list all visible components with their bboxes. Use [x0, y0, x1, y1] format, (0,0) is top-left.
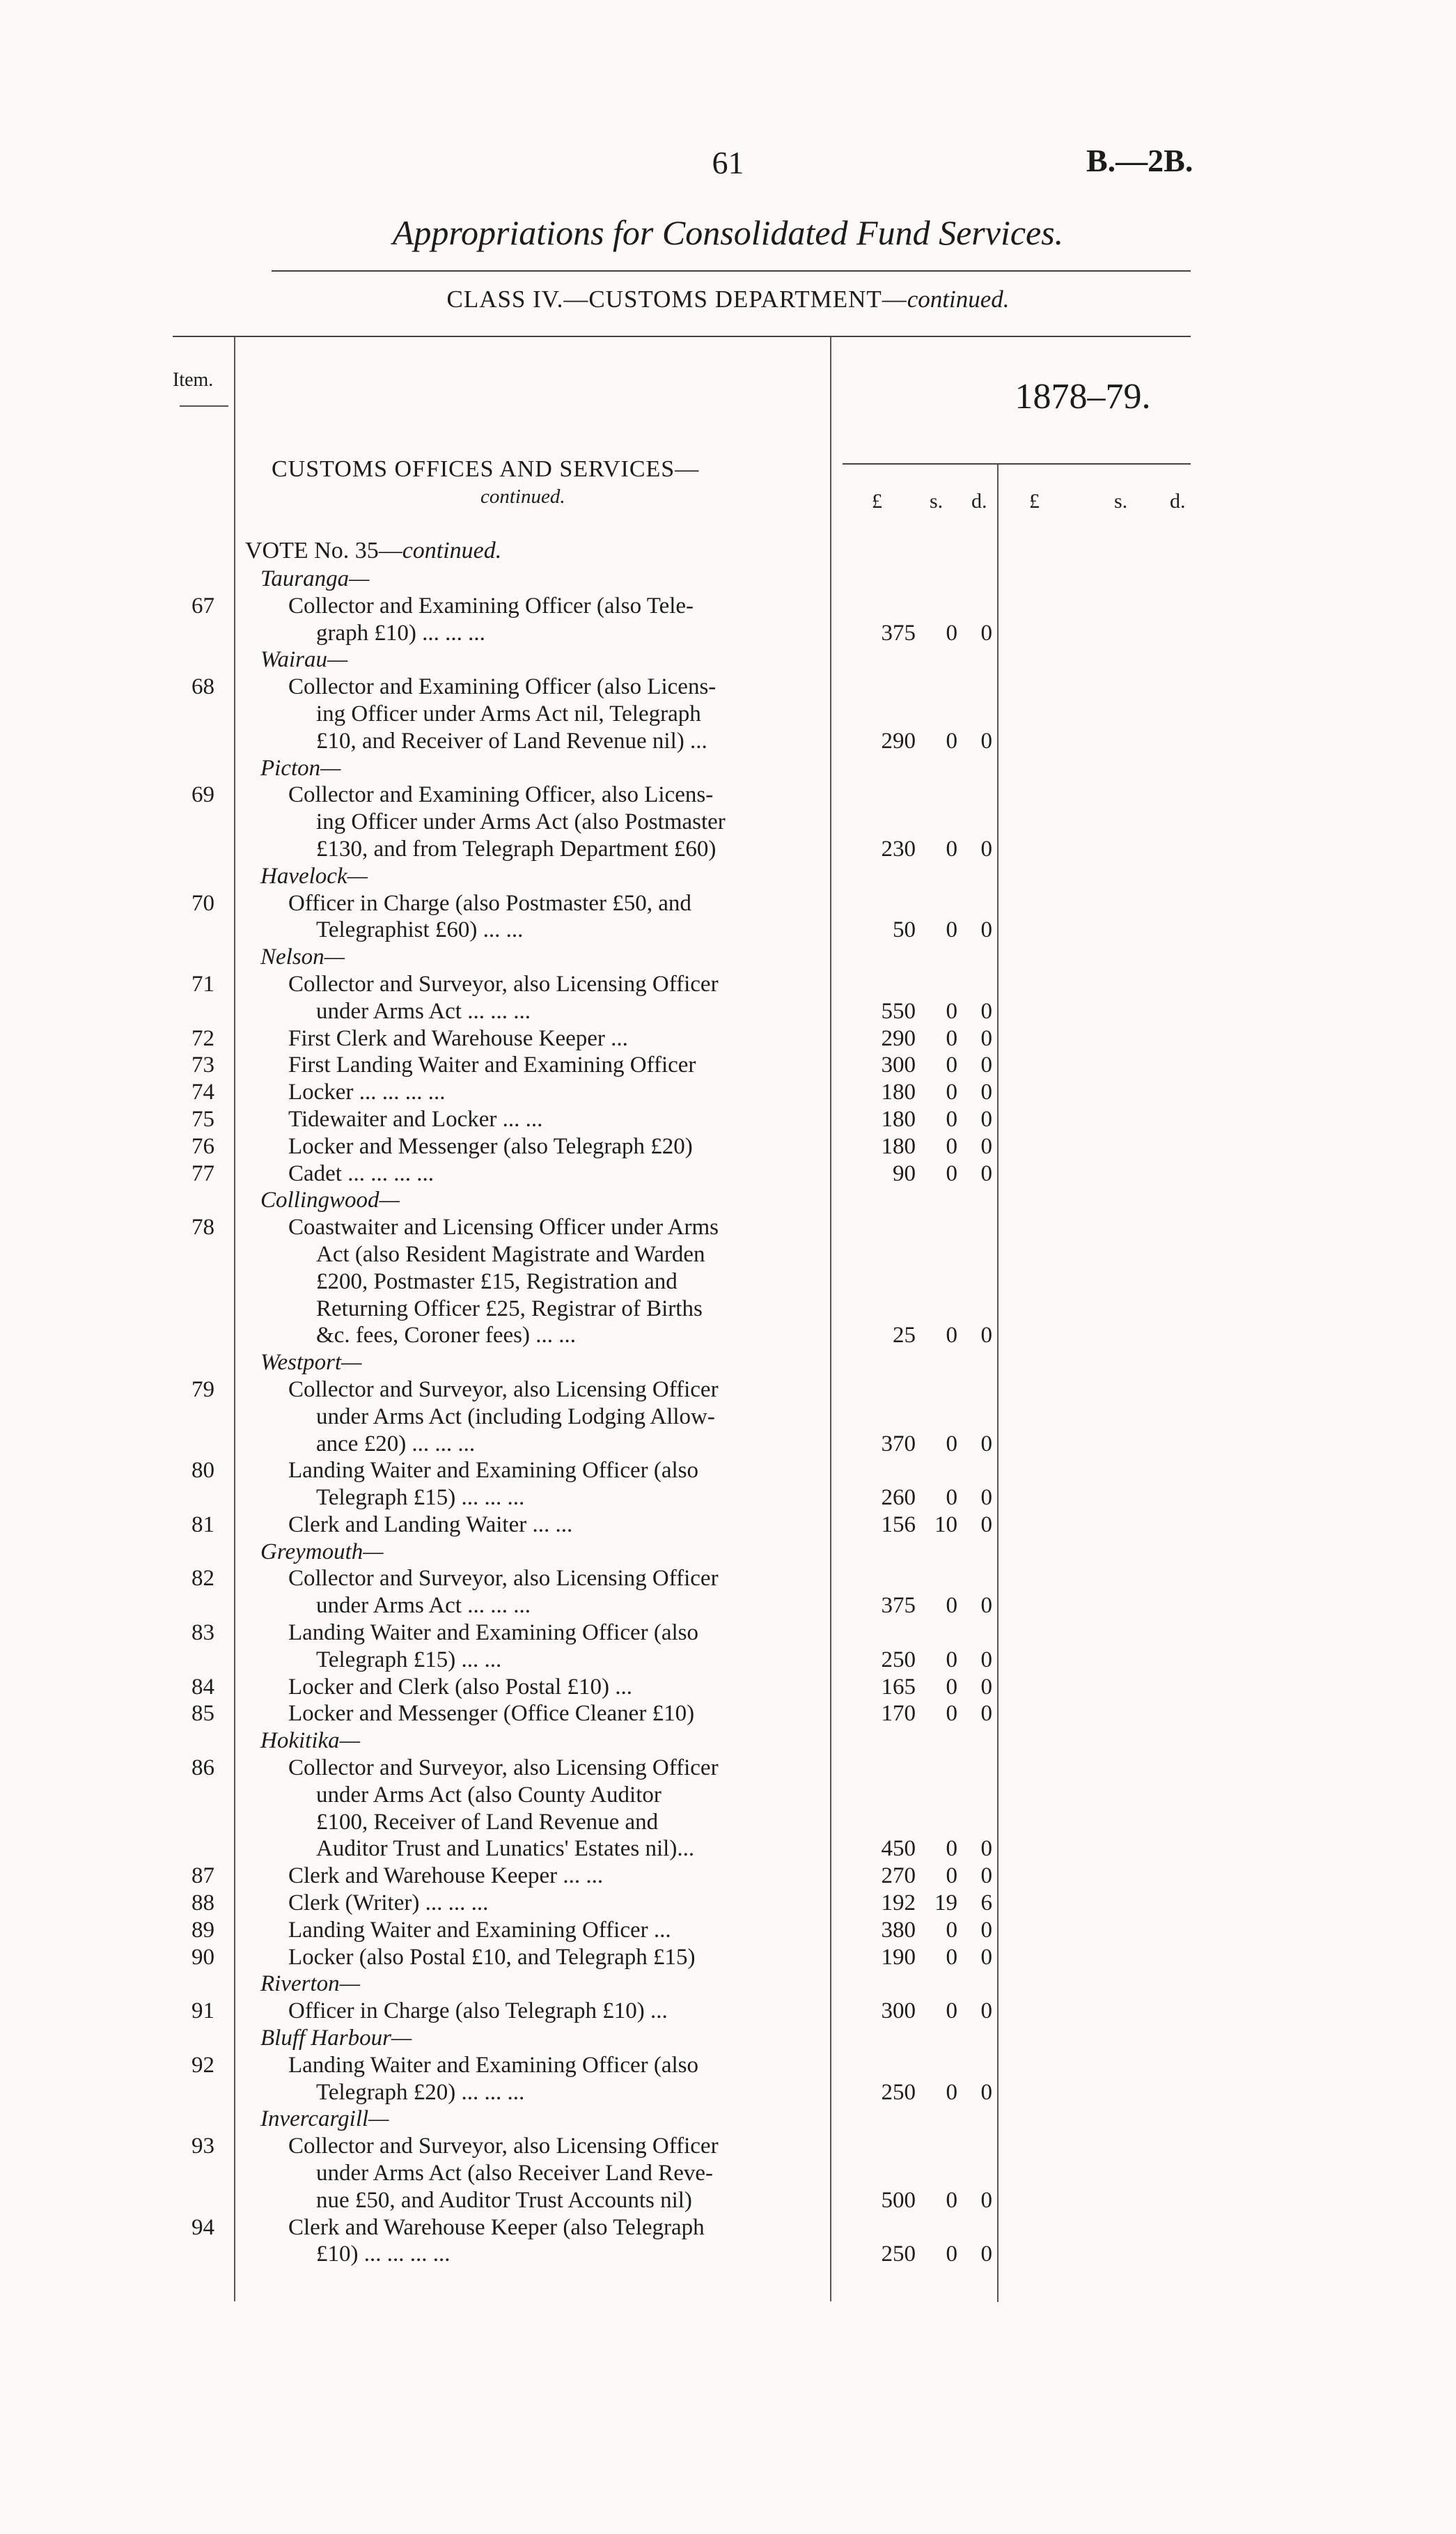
- item-number: 78: [191, 1215, 214, 1241]
- amount-pounds: 230: [881, 836, 916, 862]
- table-row: [0, 1863, 1456, 1890]
- amount-shillings: 0: [946, 1863, 957, 1889]
- amount-shillings: 0: [946, 1917, 957, 1943]
- amount-pounds: 180: [881, 1080, 916, 1105]
- description-line: Coastwaiter and Licensing Officer under Arms: [288, 1215, 719, 1241]
- amount-shillings: 0: [946, 1998, 957, 2024]
- description-line: Landing Waiter and Examining Officer (also: [288, 1458, 699, 1484]
- place-heading: Nelson—: [260, 945, 345, 970]
- amount-pence: 0: [980, 1836, 992, 1862]
- item-description: [288, 1214, 817, 1349]
- table-row: [0, 1700, 1456, 1727]
- item-description: [288, 1079, 817, 1106]
- amount-pence: 0: [980, 1647, 992, 1672]
- description-line: Collector and Examining Officer (also Licens-: [288, 674, 717, 700]
- table-row: [0, 1619, 1456, 1674]
- item-description: [288, 1160, 817, 1188]
- page-title: Appropriations for Consolidated Fund Services.: [392, 213, 1064, 252]
- item-number: 91: [191, 1998, 214, 2024]
- description-line: Collector and Surveyor, also Licensing Officer: [288, 1376, 719, 1402]
- table-row: [0, 782, 1456, 862]
- item-description: [288, 1755, 817, 1863]
- description-line: First Clerk and Warehouse Keeper ...: [288, 1025, 628, 1051]
- shillings-header: s.: [930, 490, 944, 513]
- amount-pounds: 165: [881, 1674, 916, 1700]
- amount-pence: 0: [980, 1106, 992, 1132]
- amount-pence: 0: [980, 1160, 992, 1186]
- amount-pence: 0: [980, 1593, 992, 1619]
- amount-pounds: 260: [881, 1485, 916, 1511]
- item-number: 90: [191, 1944, 214, 1970]
- item-description: [288, 890, 817, 945]
- item-number: 92: [191, 2052, 214, 2078]
- description-line: graph £10) ... ... ...: [316, 620, 485, 646]
- description-line: ing Officer under Arms Act (also Postmaster: [316, 809, 726, 835]
- description-line: £10, and Receiver of Land Revenue nil) ...: [316, 728, 707, 754]
- amount-pounds: 250: [881, 1647, 916, 1672]
- amount-shillings: 0: [946, 2241, 957, 2267]
- amount-shillings: 0: [946, 1431, 957, 1456]
- item-number: 81: [191, 1511, 214, 1537]
- item-description: [288, 2214, 817, 2269]
- description-line: Collector and Examining Officer, also Licens-: [288, 782, 714, 808]
- item-description: [288, 1700, 817, 1727]
- amount-pence: 0: [980, 1863, 992, 1889]
- item-description: [288, 782, 817, 862]
- item-number: 67: [191, 593, 214, 619]
- amount-pounds: 290: [881, 1025, 916, 1051]
- amount-shillings: 0: [946, 1025, 957, 1051]
- table-row: [0, 1025, 1456, 1052]
- amount-pence: 0: [980, 1674, 992, 1700]
- class-heading: [0, 286, 1456, 313]
- item-number: 88: [191, 1890, 214, 1916]
- amount-pence: 0: [980, 2079, 992, 2105]
- amount-shillings: 0: [946, 1674, 957, 1700]
- description-line: ing Officer under Arms Act nil, Telegraph: [316, 701, 701, 726]
- item-description: [288, 1511, 817, 1539]
- description-line: under Arms Act ... ... ...: [316, 998, 531, 1024]
- amount-shillings: 0: [946, 1080, 957, 1105]
- amount-pounds: 180: [881, 1133, 916, 1159]
- table-row: [0, 890, 1456, 945]
- amount-pounds: 190: [881, 1944, 916, 1970]
- table-row: [0, 1565, 1456, 1619]
- table-row: [0, 1944, 1456, 1971]
- amount-shillings: 0: [946, 1944, 957, 1970]
- amount-shillings: 0: [946, 1133, 957, 1159]
- pounds-total-header: £: [1029, 490, 1040, 513]
- description-line: Telegraph £15) ... ...: [316, 1647, 502, 1672]
- item-description: [288, 1890, 817, 1917]
- place-heading: Picton—: [260, 755, 341, 781]
- place-heading: Bluff Harbour—: [260, 2026, 412, 2051]
- amount-pounds: 300: [881, 1998, 916, 2024]
- amount-pounds: 450: [881, 1836, 916, 1862]
- amount-pence: 0: [980, 1998, 992, 2024]
- item-description: [288, 1863, 817, 1890]
- item-number: 75: [191, 1106, 214, 1132]
- table-row: [0, 1674, 1456, 1701]
- amount-pounds: 370: [881, 1431, 916, 1456]
- description-line: First Landing Waiter and Examining Officer: [288, 1052, 696, 1078]
- item-description: [288, 1106, 817, 1133]
- description-line: Collector and Surveyor, also Licensing Officer: [288, 1755, 719, 1781]
- title-rule: [272, 270, 1191, 272]
- item-description: [288, 1619, 817, 1674]
- amount-pounds: 550: [881, 998, 916, 1024]
- description-line: Collector and Surveyor, also Licensing Officer: [288, 2133, 719, 2159]
- amount-shillings: 0: [946, 728, 957, 754]
- description-line: Auditor Trust and Lunatics' Estates nil)...: [316, 1836, 695, 1862]
- item-description: [288, 1565, 817, 1619]
- item-description: [288, 674, 817, 754]
- item-number: 85: [191, 1701, 214, 1727]
- amount-pence: 0: [980, 998, 992, 1024]
- amount-pounds: 180: [881, 1106, 916, 1132]
- description-line: under Arms Act (also County Auditor: [316, 1782, 662, 1808]
- amount-pounds: 192: [881, 1890, 916, 1916]
- description-line: Returning Officer £25, Registrar of Births: [316, 1296, 703, 1321]
- table-row: [0, 1457, 1456, 1511]
- amount-pence: 0: [980, 1133, 992, 1159]
- amount-pounds: 25: [893, 1323, 916, 1348]
- description-line: ance £20) ... ... ...: [316, 1431, 476, 1456]
- year-header: 1878–79.: [1015, 377, 1151, 417]
- amount-shillings: 0: [946, 917, 957, 943]
- table-row: [0, 1917, 1456, 1944]
- item-description: [288, 2052, 817, 2106]
- description-line: under Arms Act (also Receiver Land Reve-: [316, 2161, 713, 2186]
- description-line: Tidewaiter and Locker ... ...: [288, 1106, 543, 1132]
- section-continued: continued.: [480, 485, 565, 508]
- place-heading: Tauranga—: [260, 566, 370, 591]
- table-row: [0, 1755, 1456, 1863]
- item-number: 87: [191, 1863, 214, 1889]
- description-line: Locker (also Postal £10, and Telegraph £15): [288, 1944, 696, 1970]
- item-description: [288, 1457, 817, 1511]
- place-heading: Wairau—: [260, 647, 348, 673]
- amount-pence: 0: [980, 2241, 992, 2267]
- item-number: 72: [191, 1025, 214, 1051]
- table-row: [0, 1998, 1456, 2025]
- description-line: Cadet ... ... ... ...: [288, 1160, 434, 1186]
- vote-label: VOTE No. 35—: [245, 538, 402, 563]
- place-heading: Invercargill—: [260, 2106, 389, 2132]
- description-line: Collector and Surveyor, also Licensing Officer: [288, 971, 719, 997]
- amount-shillings: 0: [946, 2079, 957, 2105]
- amount-pounds: 90: [893, 1160, 916, 1186]
- table-row: [0, 1160, 1456, 1188]
- amount-pounds: 500: [881, 2187, 916, 2213]
- money-head-rule: [843, 463, 1191, 465]
- item-description: [288, 1052, 817, 1079]
- page-number: 61: [712, 145, 744, 180]
- item-number: 82: [191, 1566, 214, 1592]
- description-line: Clerk and Warehouse Keeper (also Telegraph: [288, 2214, 705, 2240]
- item-number: 69: [191, 782, 214, 808]
- section-title: CUSTOMS OFFICES AND SERVICES—: [272, 456, 700, 482]
- pence-total-header: d.: [1170, 490, 1186, 513]
- place-heading: Collingwood—: [260, 1188, 400, 1213]
- item-description: [288, 1944, 817, 1971]
- description-line: £200, Postmaster £15, Registration and: [316, 1268, 678, 1294]
- description-line: £100, Receiver of Land Revenue and: [316, 1809, 659, 1835]
- item-description: [288, 971, 817, 1025]
- description-line: under Arms Act (including Lodging Allow-: [316, 1404, 715, 1429]
- item-number: 74: [191, 1080, 214, 1105]
- description-line: £10) ... ... ... ...: [316, 2241, 451, 2267]
- amount-shillings: 0: [946, 1106, 957, 1132]
- class-heading-text: CLASS IV.—CUSTOMS DEPARTMENT—: [446, 286, 907, 313]
- item-description: [288, 593, 817, 647]
- item-number: 94: [191, 2214, 214, 2240]
- item-number: 76: [191, 1133, 214, 1159]
- amount-pounds: 300: [881, 1052, 916, 1078]
- vote-heading: [245, 538, 501, 564]
- amount-pence: 0: [980, 620, 992, 646]
- description-line: Landing Waiter and Examining Officer ...: [288, 1917, 671, 1943]
- vote-continued: continued.: [402, 538, 502, 563]
- amount-shillings: 0: [946, 1323, 957, 1348]
- place-heading: Greymouth—: [260, 1539, 384, 1564]
- table-row: [0, 2052, 1456, 2106]
- amount-pence: 0: [980, 1080, 992, 1105]
- amount-shillings: 0: [946, 1593, 957, 1619]
- description-line: Clerk and Landing Waiter ... ...: [288, 1511, 573, 1537]
- description-line: Telegraph £15) ... ... ...: [316, 1485, 525, 1511]
- pounds-header: £: [872, 490, 882, 513]
- item-number: 86: [191, 1755, 214, 1781]
- amount-pence: 0: [980, 1485, 992, 1511]
- description-line: Officer in Charge (also Telegraph £10) ...: [288, 1998, 668, 2024]
- table-row: [0, 1106, 1456, 1133]
- amount-pence: 0: [980, 836, 992, 862]
- item-number: 77: [191, 1160, 214, 1186]
- description-line: &c. fees, Coroner fees) ... ...: [316, 1323, 576, 1348]
- description-line: Act (also Resident Magistrate and Warden: [316, 1241, 705, 1267]
- item-number: 93: [191, 2133, 214, 2159]
- amount-pounds: 290: [881, 728, 916, 754]
- amount-pence: 6: [980, 1890, 992, 1916]
- amount-shillings: 0: [946, 1160, 957, 1186]
- table-row: [0, 593, 1456, 647]
- class-heading-suffix: continued.: [907, 286, 1010, 313]
- description-line: Telegraph £20) ... ... ...: [316, 2079, 525, 2105]
- table-row: [0, 1511, 1456, 1539]
- amount-pence: 0: [980, 1944, 992, 1970]
- item-description: [288, 1133, 817, 1160]
- item-header-rule: [180, 405, 228, 407]
- amount-pounds: 380: [881, 1917, 916, 1943]
- description-line: Telegraphist £60) ... ...: [316, 917, 524, 943]
- description-line: Clerk and Warehouse Keeper ... ...: [288, 1863, 604, 1889]
- amount-pence: 0: [980, 1511, 992, 1537]
- amount-pence: 0: [980, 917, 992, 943]
- description-line: £130, and from Telegraph Department £60): [316, 836, 717, 862]
- amount-pounds: 250: [881, 2079, 916, 2105]
- item-number: 73: [191, 1052, 214, 1078]
- item-description: [288, 1998, 817, 2025]
- amount-pence: 0: [980, 1431, 992, 1456]
- amount-pounds: 156: [881, 1511, 916, 1537]
- place-heading: Hokitika—: [260, 1728, 360, 1754]
- amount-shillings: 0: [946, 1701, 957, 1727]
- amount-pence: 0: [980, 728, 992, 754]
- table-row: [0, 2133, 1456, 2214]
- amount-pounds: 375: [881, 1593, 916, 1619]
- description-line: Locker and Messenger (also Telegraph £20): [288, 1133, 693, 1159]
- amount-pence: 0: [980, 1323, 992, 1348]
- amount-shillings: 0: [946, 1052, 957, 1078]
- amount-shillings: 0: [946, 998, 957, 1024]
- amount-pence: 0: [980, 1025, 992, 1051]
- description-line: Locker and Clerk (also Postal £10) ...: [288, 1674, 632, 1700]
- description-line: Locker and Messenger (Office Cleaner £10): [288, 1701, 695, 1727]
- table-row: [0, 1133, 1456, 1160]
- item-number: 83: [191, 1620, 214, 1646]
- amount-pence: 0: [980, 1701, 992, 1727]
- amount-pounds: 170: [881, 1701, 916, 1727]
- table-row: [0, 674, 1456, 754]
- description-line: nue £50, and Auditor Trust Accounts nil): [316, 2187, 692, 2213]
- table-top-rule: [173, 336, 1191, 337]
- description-line: Collector and Surveyor, also Licensing Officer: [288, 1566, 719, 1592]
- place-heading: Westport—: [260, 1350, 362, 1376]
- amount-pence: 0: [980, 2187, 992, 2213]
- description-line: Landing Waiter and Examining Officer (also: [288, 2052, 699, 2078]
- place-heading: Riverton—: [260, 1971, 360, 1997]
- item-number: 68: [191, 674, 214, 700]
- item-number: 89: [191, 1917, 214, 1943]
- amount-shillings: 0: [946, 620, 957, 646]
- document-reference: B.—2B.: [1086, 143, 1193, 178]
- description-line: Collector and Examining Officer (also Tele-: [288, 593, 694, 619]
- item-description: [288, 2133, 817, 2214]
- amount-pounds: 250: [881, 2241, 916, 2267]
- description-line: under Arms Act ... ... ...: [316, 1593, 531, 1619]
- table-row: [0, 1079, 1456, 1106]
- item-number: 71: [191, 971, 214, 997]
- item-description: [288, 1376, 817, 1457]
- description-line: Landing Waiter and Examining Officer (also: [288, 1620, 699, 1646]
- item-column-header: Item.: [173, 369, 214, 391]
- item-number: 80: [191, 1458, 214, 1484]
- table-row: [0, 1214, 1456, 1349]
- amount-shillings: 0: [946, 1647, 957, 1672]
- amount-shillings: 0: [946, 1836, 957, 1862]
- table-row: [0, 971, 1456, 1025]
- amount-pounds: 375: [881, 620, 916, 646]
- amount-pounds: 270: [881, 1863, 916, 1889]
- table-row: [0, 1890, 1456, 1917]
- shillings-total-header: s.: [1114, 490, 1128, 513]
- table-row: [0, 2214, 1456, 2269]
- amount-shillings: 0: [946, 2187, 957, 2213]
- table-row: [0, 1376, 1456, 1457]
- description-line: Officer in Charge (also Postmaster £50, and: [288, 890, 691, 916]
- item-number: 70: [191, 890, 214, 916]
- amount-shillings: 0: [946, 1485, 957, 1511]
- amount-pounds: 50: [893, 917, 916, 943]
- amount-pence: 0: [980, 1052, 992, 1078]
- description-line: Locker ... ... ... ...: [288, 1080, 446, 1105]
- item-number: 84: [191, 1674, 214, 1700]
- amount-pence: 0: [980, 1917, 992, 1943]
- description-line: Clerk (Writer) ... ... ...: [288, 1890, 489, 1916]
- amount-shillings: 19: [934, 1890, 957, 1916]
- table-row: [0, 1052, 1456, 1079]
- item-description: [288, 1674, 817, 1701]
- item-description: [288, 1917, 817, 1944]
- item-description: [288, 1025, 817, 1052]
- amount-shillings: 0: [946, 836, 957, 862]
- item-number: 79: [191, 1376, 214, 1402]
- estimates-table: [0, 566, 1456, 2268]
- amount-shillings: 10: [934, 1511, 957, 1537]
- pence-header: d.: [971, 490, 987, 513]
- place-heading: Havelock—: [260, 863, 368, 889]
